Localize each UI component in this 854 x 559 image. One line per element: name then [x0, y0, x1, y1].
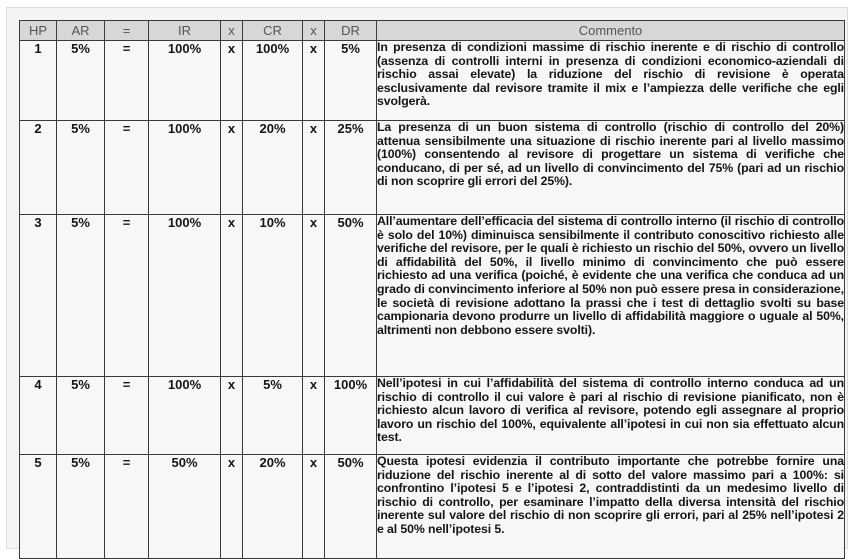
- table-row: [20, 41, 845, 121]
- risk-table: [19, 20, 845, 559]
- cell-ar: 5%: [57, 41, 105, 121]
- cell-times-2: x: [303, 121, 325, 215]
- header-ir: IR: [149, 21, 221, 41]
- cell-times-2: x: [303, 377, 325, 455]
- cell-cr: 10%: [243, 215, 303, 377]
- scanned-page: [7, 8, 847, 548]
- cell-cr: 20%: [243, 121, 303, 215]
- cell-ir: 100%: [149, 215, 221, 377]
- cell-hp: 4: [20, 377, 57, 455]
- header-dr: DR: [325, 21, 377, 41]
- cell-dr: 100%: [325, 377, 377, 455]
- cell-times-1: x: [221, 377, 243, 455]
- cell-equals: =: [105, 121, 149, 215]
- cell-commento: La presenza di un buon sistema di controllo (rischio di controllo del 20%) attenua sensibilmente una situazione di rischio inerente pari al livello massimo (100%) consentendo al revisore di progettare un sistema di verifiche che conducano, di per sé, ad un livello di convincimento del 75% (pari ad un rischio di non scoprire gli errori del 25%).: [377, 121, 845, 215]
- cell-commento: In presenza di condizioni massime di rischio inerente e di rischio di controllo (assenza di controlli interni in presenza di condizioni economico-aziendali di rischio assai elevate) la riduzione del rischio di revisione è operata esclusivamente dal revisore tramite il mix e l’ampiezza delle verifiche che egli svolgerà.: [377, 41, 845, 121]
- cell-times-2: x: [303, 455, 325, 559]
- cell-times-2: x: [303, 215, 325, 377]
- cell-hp: 1: [20, 41, 57, 121]
- cell-hp: 5: [20, 455, 57, 559]
- table-row: [20, 455, 845, 559]
- cell-dr: 25%: [325, 121, 377, 215]
- cell-times-2: x: [303, 41, 325, 121]
- cell-commento: Questa ipotesi evidenzia il contributo importante che potrebbe fornire una riduzione del rischio inerente al di sotto del valore massimo pari a 100%: si confrontino l’ipotesi 5 e l’ipotesi 2, contraddistinti da un medesimo livello di rischio di controllo, per esaminare l’impatto della diversa intensità del rischio inerente sul valore del rischio di non scoprire gli errori, pari al 25% nell’ipotesi 2 e al 50% nell’ipotesi 5.: [377, 455, 845, 559]
- header-commento: Commento: [377, 21, 845, 41]
- cell-times-1: x: [221, 41, 243, 121]
- cell-ir: 100%: [149, 377, 221, 455]
- cell-times-1: x: [221, 455, 243, 559]
- cell-cr: 100%: [243, 41, 303, 121]
- header-row: [20, 21, 845, 41]
- cell-dr: 50%: [325, 215, 377, 377]
- header-times-2: x: [303, 21, 325, 41]
- cell-commento: Nell’ipotesi in cui l’affidabilità del sistema di controllo interno conduca ad un rischio di controllo il cui valore è pari al rischio di revisione pianificato, non è richiesto alcun lavoro di verifica al revisore, potendo egli assegnare al proprio lavoro un rischio del 100%, equivalente all’ipotesi in cui non sia effettuato alcun test.: [377, 377, 845, 455]
- cell-times-1: x: [221, 121, 243, 215]
- header-times-1: x: [221, 21, 243, 41]
- header-equals: =: [105, 21, 149, 41]
- table-row: [20, 377, 845, 455]
- cell-ir: 100%: [149, 41, 221, 121]
- table-row: [20, 215, 845, 377]
- cell-hp: 2: [20, 121, 57, 215]
- cell-equals: =: [105, 41, 149, 121]
- header-cr: CR: [243, 21, 303, 41]
- cell-equals: =: [105, 455, 149, 559]
- cell-times-1: x: [221, 215, 243, 377]
- cell-ar: 5%: [57, 455, 105, 559]
- cell-dr: 5%: [325, 41, 377, 121]
- cell-ir: 100%: [149, 121, 221, 215]
- cell-dr: 50%: [325, 455, 377, 559]
- cell-ar: 5%: [57, 377, 105, 455]
- header-hp: HP: [20, 21, 57, 41]
- cell-ar: 5%: [57, 121, 105, 215]
- cell-ir: 50%: [149, 455, 221, 559]
- cell-equals: =: [105, 377, 149, 455]
- table-row: [20, 121, 845, 215]
- cell-hp: 3: [20, 215, 57, 377]
- cell-cr: 20%: [243, 455, 303, 559]
- header-ar: AR: [57, 21, 105, 41]
- cell-commento: All’aumentare dell’efficacia del sistema di controllo interno (il rischio di controllo è solo del 10%) diminuisca sensibilmente il contributo conoscitivo richiesto alle verifiche del revisore, per le quali è richiesto un rischio del 50%, ovvero un livello di affidabilità del 50%, il livello minimo di convincimento che può essere richiesto ad una verifica (poiché, è evidente che una verifica che conduca ad un grado di convincimento inferiore al 50% non può essere presa in considerazione, le società di revisione adottano la prassi che i test di dettaglio svolti su base campionaria devono produrre un livello di affidabilità maggiore o uguale al 50%, altrimenti non debbono essere svolti).: [377, 215, 845, 377]
- cell-ar: 5%: [57, 215, 105, 377]
- cell-equals: =: [105, 215, 149, 377]
- cell-cr: 5%: [243, 377, 303, 455]
